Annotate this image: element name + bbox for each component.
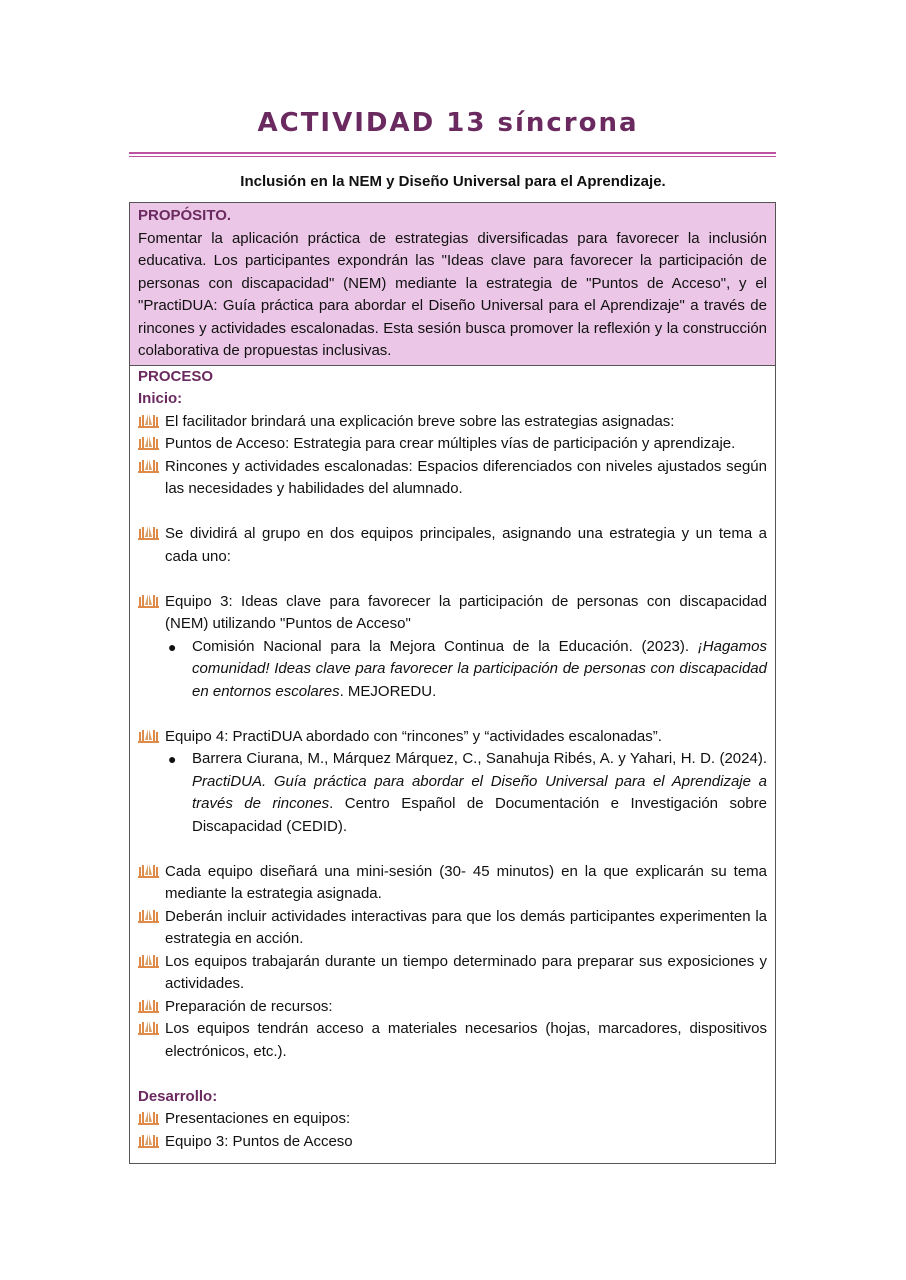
title-divider-thin: [129, 156, 776, 157]
process-section: [130, 366, 775, 1154]
reference-text: Barrera Ciurana, M., Márquez Márquez, C., Sanahuja Ribés, A. y Yahari, H. D. (2024).: [192, 750, 767, 767]
open-book-bullet-icon: [138, 526, 159, 541]
list-item-text: Cada equipo diseñará una mini-sesión (30- 45 minutos) en la que explicarán su tema mediante la estrategia asignada.: [165, 862, 767, 902]
open-book-bullet-icon: [138, 1134, 159, 1149]
reference-text: Comisión Nacional para la Mejora Continua de la Educación. (2023).: [192, 637, 698, 655]
open-book-bullet-icon: [138, 999, 159, 1014]
open-book-bullet-icon: [138, 1111, 159, 1126]
open-book-bullet-icon: [138, 414, 159, 429]
reference-title: PractiDUA. Guía práctica para abordar el Diseño Universal para el Aprendizaje a través de rincones: [192, 772, 767, 812]
list-item: [138, 1018, 767, 1063]
inicio-label: Inicio:: [138, 390, 183, 407]
open-book-bullet-icon: [138, 594, 159, 609]
open-book-bullet-icon: [138, 436, 159, 451]
list-item-text: Deberán incluir actividades interactivas para que los demás participantes experimenten la estrategia en acción.: [165, 907, 767, 947]
reference-publisher: . Centro Español de Documentación e Investigación sobre Discapacidad (CEDID).: [192, 795, 767, 835]
list-item-text: Los equipos tendrán acceso a materiales necesarios (hojas, marcadores, dispositivos electrónicos, etc.).: [165, 1020, 767, 1060]
list-item-text: Preparación de recursos:: [165, 997, 333, 1015]
list-item: [138, 523, 767, 568]
list-item: [138, 906, 767, 951]
list-item-text: Puntos de Acceso: Estrategia para crear múltiples vías de participación y aprendizaje.: [165, 435, 736, 452]
open-book-bullet-icon: [138, 459, 159, 474]
list-item: [138, 951, 767, 996]
reference-publisher: . MEJOREDU.: [339, 682, 437, 700]
title-divider: [129, 152, 776, 154]
purpose-text: Fomentar la aplicación práctica de estrategias diversificadas para favorecer la inclusión educativa. Los participantes expondrán las "Ideas clave para favorecer la participación de personas con discapacidad" (NEM) mediante la estrategia de "Puntos de Acceso", y el "PractiDUA: Guía práctica para abordar el Diseño Universal para el Aprendizaje" a través de rincones y actividades escalonadas. Esta sesión busca promover la reflexión y la construcción colaborativa de propuestas inclusivas.: [138, 229, 767, 359]
activity-table: [129, 202, 776, 1164]
open-book-bullet-icon: [138, 954, 159, 969]
list-item: [138, 456, 767, 501]
team4-reference: [138, 748, 767, 838]
reference-title: ¡Hagamos comunidad! Ideas clave para favorecer la participación de personas con discapacidad en entornos escolares: [192, 637, 767, 700]
team3-item: [138, 591, 767, 636]
purpose-section: [130, 203, 775, 366]
list-item: [138, 433, 767, 456]
list-item-text: El facilitador brindará una explicación breve sobre las estrategias asignadas:: [165, 412, 675, 430]
bullet-dot-icon: ●: [168, 751, 177, 767]
list-item: [138, 411, 767, 434]
list-item: [138, 996, 767, 1019]
list-item: [138, 1108, 767, 1131]
list-item: [138, 1131, 767, 1154]
purpose-label: PROPÓSITO.: [138, 207, 232, 224]
list-item-text: Equipo 3: Ideas clave para favorecer la participación de personas con discapacidad (NEM) utilizando "Puntos de Acceso": [165, 592, 767, 632]
list-item-text: Equipo 4: PractiDUA abordado con “rincones” y “actividades escalonadas”.: [165, 727, 662, 745]
team4-item: [138, 726, 767, 749]
list-item-text: Se dividirá al grupo en dos equipos principales, asignando una estrategia y un tema a cada uno:: [165, 525, 767, 565]
page-title: ACTIVIDAD 13 síncrona: [257, 108, 639, 138]
list-item: [138, 861, 767, 906]
process-label: PROCESO: [138, 367, 214, 385]
list-item-text: Equipo 3: Puntos de Acceso: [165, 1132, 353, 1150]
open-book-bullet-icon: [138, 909, 159, 924]
team3-reference: [138, 636, 767, 704]
page-subtitle: Inclusión en la NEM y Diseño Universal para el Aprendizaje.: [240, 173, 666, 190]
desarrollo-label: Desarrollo:: [138, 1087, 218, 1105]
open-book-bullet-icon: [138, 729, 159, 744]
list-item-text: Rincones y actividades escalonadas: Espacios diferenciados con niveles ajustados según las necesidades y habilidades del alumnado.: [165, 457, 767, 497]
open-book-bullet-icon: [138, 864, 159, 879]
list-item-text: Los equipos trabajarán durante un tiempo determinado para preparar sus exposiciones y actividades.: [165, 952, 767, 992]
list-item-text: Presentaciones en equipos:: [165, 1110, 351, 1127]
bullet-dot-icon: ●: [168, 638, 177, 655]
open-book-bullet-icon: [138, 1021, 159, 1036]
